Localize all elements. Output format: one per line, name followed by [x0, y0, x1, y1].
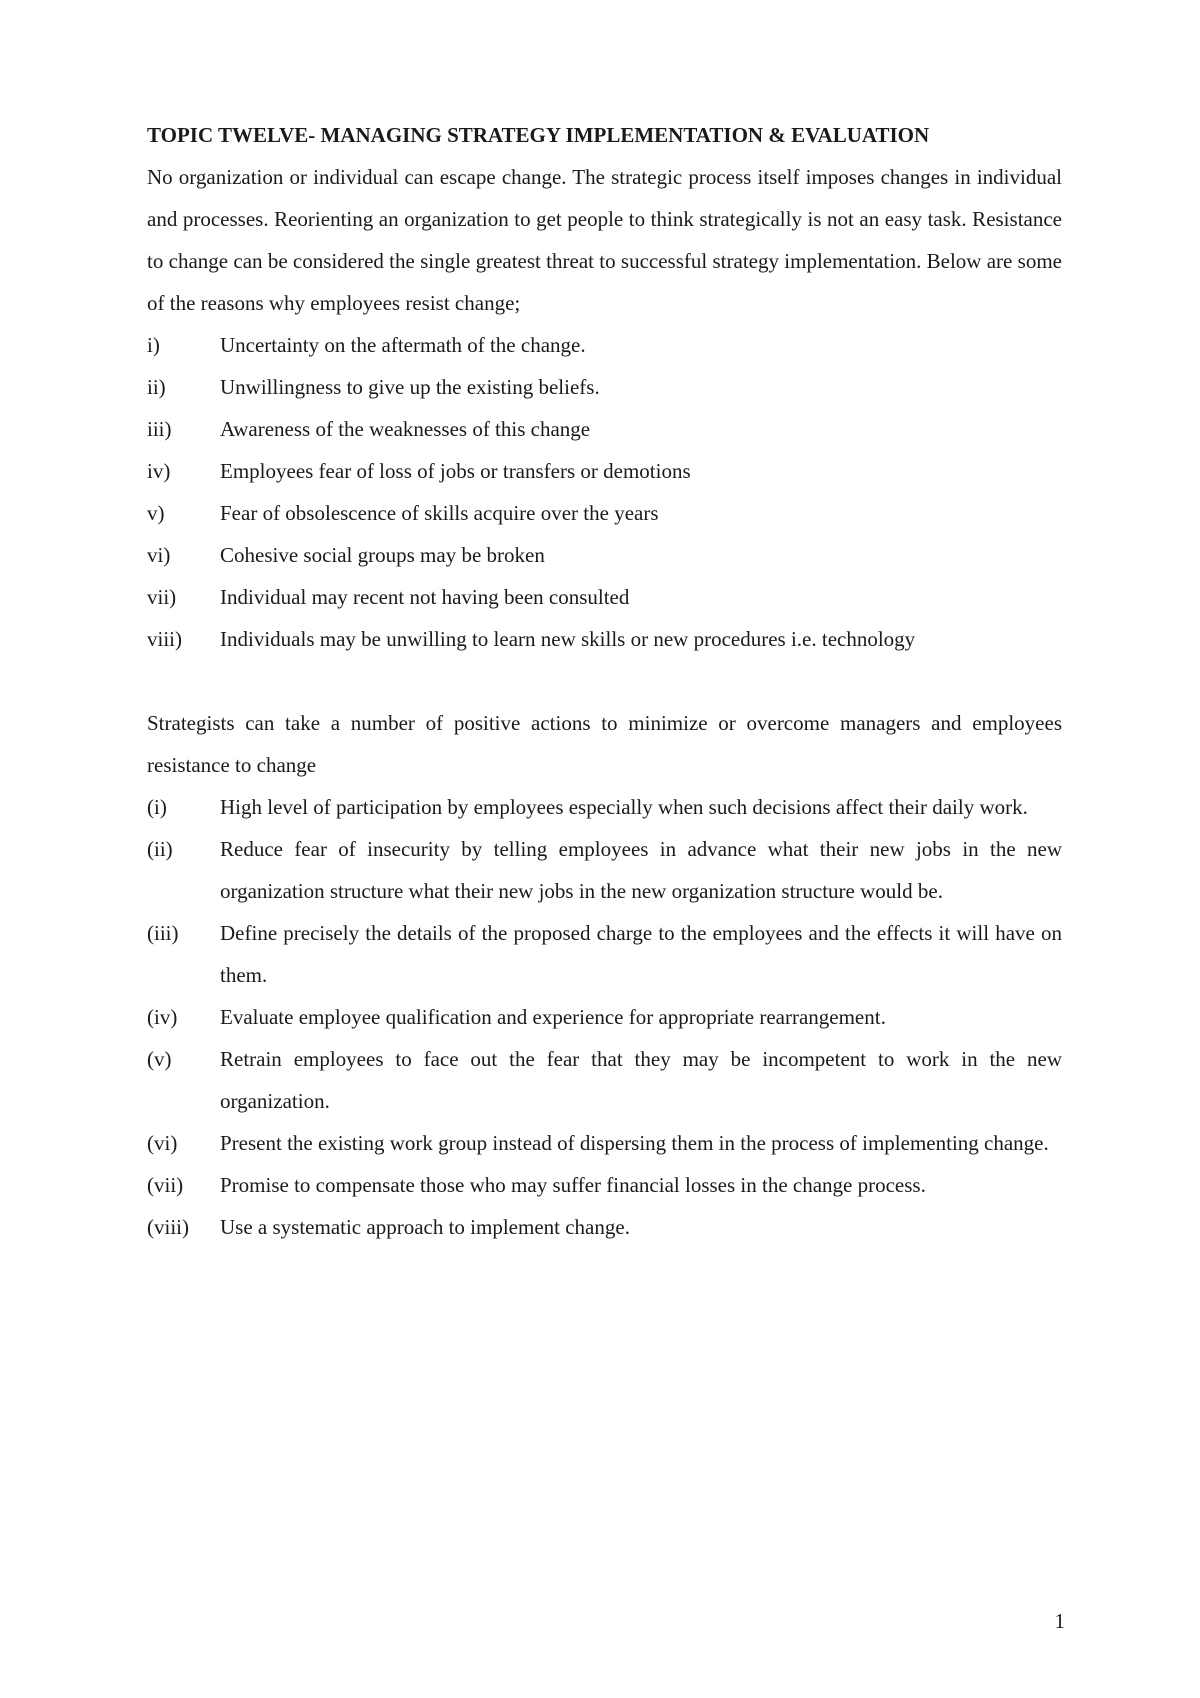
list-item-text: Uncertainty on the aftermath of the change. — [220, 333, 586, 357]
list-item-number: (vi) — [147, 1131, 178, 1155]
document-title: TOPIC TWELVE- MANAGING STRATEGY IMPLEMENTATION & EVALUATION — [147, 123, 930, 147]
list-item-number: (i) — [147, 795, 167, 819]
list-item-number: (iii) — [147, 921, 179, 945]
list-item — [147, 366, 1062, 408]
reasons-list — [147, 324, 1062, 660]
list-item-number: (vii) — [147, 1173, 184, 1197]
list-item — [147, 534, 1062, 576]
list-item-text: Employees fear of loss of jobs or transfers or demotions — [220, 459, 691, 483]
list-item-text: Individual may recent not having been consulted — [220, 585, 630, 609]
list-item-number: v) — [147, 501, 165, 525]
actions-list — [147, 786, 1062, 1248]
list-item-text: Unwillingness to give up the existing beliefs. — [220, 375, 600, 399]
list-item-text: Promise to compensate those who may suffer financial losses in the change process. — [220, 1173, 926, 1197]
list-item-text: Awareness of the weaknesses of this change — [220, 417, 591, 441]
list-item-number: i) — [147, 333, 160, 357]
list-item-number: (iv) — [147, 1005, 178, 1029]
page-number: 1 — [1054, 1609, 1065, 1633]
list-item-number: iv) — [147, 459, 171, 483]
list-item-number: (viii) — [147, 1215, 189, 1239]
list-item — [147, 912, 1062, 996]
list-item — [147, 618, 1062, 660]
list-item — [147, 450, 1062, 492]
list-item — [147, 576, 1062, 618]
list-item — [147, 408, 1062, 450]
list-item — [147, 1206, 1062, 1248]
list-item-number: vi) — [147, 543, 171, 567]
list-item-text: Use a systematic approach to implement change. — [220, 1215, 630, 1239]
list-item — [147, 1164, 1062, 1206]
list-item-text: High level of participation by employees especially when such decisions affect their daily work. — [220, 795, 1028, 819]
list-item-text: Individuals may be unwilling to learn new skills or new procedures i.e. technology — [220, 627, 916, 651]
list-item-text: Reduce fear of insecurity by telling employees in advance what their new jobs in the new organization structure what their new jobs in the new organization structure would be. — [220, 837, 1062, 903]
list-item-number: viii) — [147, 627, 182, 651]
paragraph-spacer — [147, 660, 1062, 702]
list-item-number: iii) — [147, 417, 172, 441]
list-item — [147, 996, 1062, 1038]
list-item-text: Present the existing work group instead of dispersing them in the process of implementing change. — [220, 1131, 1049, 1155]
list-item-number: (ii) — [147, 837, 173, 861]
list-item-text: Define precisely the details of the proposed charge to the employees and the effects it will have on them. — [220, 921, 1062, 987]
list-item — [147, 1038, 1062, 1122]
actions-intro-paragraph: Strategists can take a number of positive actions to minimize or overcome managers and employees resistance to change — [147, 711, 1062, 777]
list-item-number: vii) — [147, 585, 177, 609]
list-item-text: Retrain employees to face out the fear that they may be incompetent to work in the new organization. — [220, 1047, 1062, 1113]
list-item — [147, 828, 1062, 912]
page-content — [147, 114, 1062, 1248]
list-item-text: Fear of obsolescence of skills acquire over the years — [220, 501, 659, 525]
list-item — [147, 786, 1062, 828]
list-item — [147, 492, 1062, 534]
list-item-number: (v) — [147, 1047, 172, 1071]
list-item — [147, 324, 1062, 366]
list-item — [147, 1122, 1062, 1164]
list-item-text: Evaluate employee qualification and experience for appropriate rearrangement. — [220, 1005, 886, 1029]
intro-paragraph: No organization or individual can escape change. The strategic process itself imposes changes in individual and processes. Reorienting an organization to get people to think strategically is not an easy task. Resistance to change can be considered the single greatest threat to successful strategy implementation. Below are some of the reasons why employees resist change; — [147, 165, 1062, 315]
list-item-number: ii) — [147, 375, 166, 399]
list-item-text: Cohesive social groups may be broken — [220, 543, 545, 567]
